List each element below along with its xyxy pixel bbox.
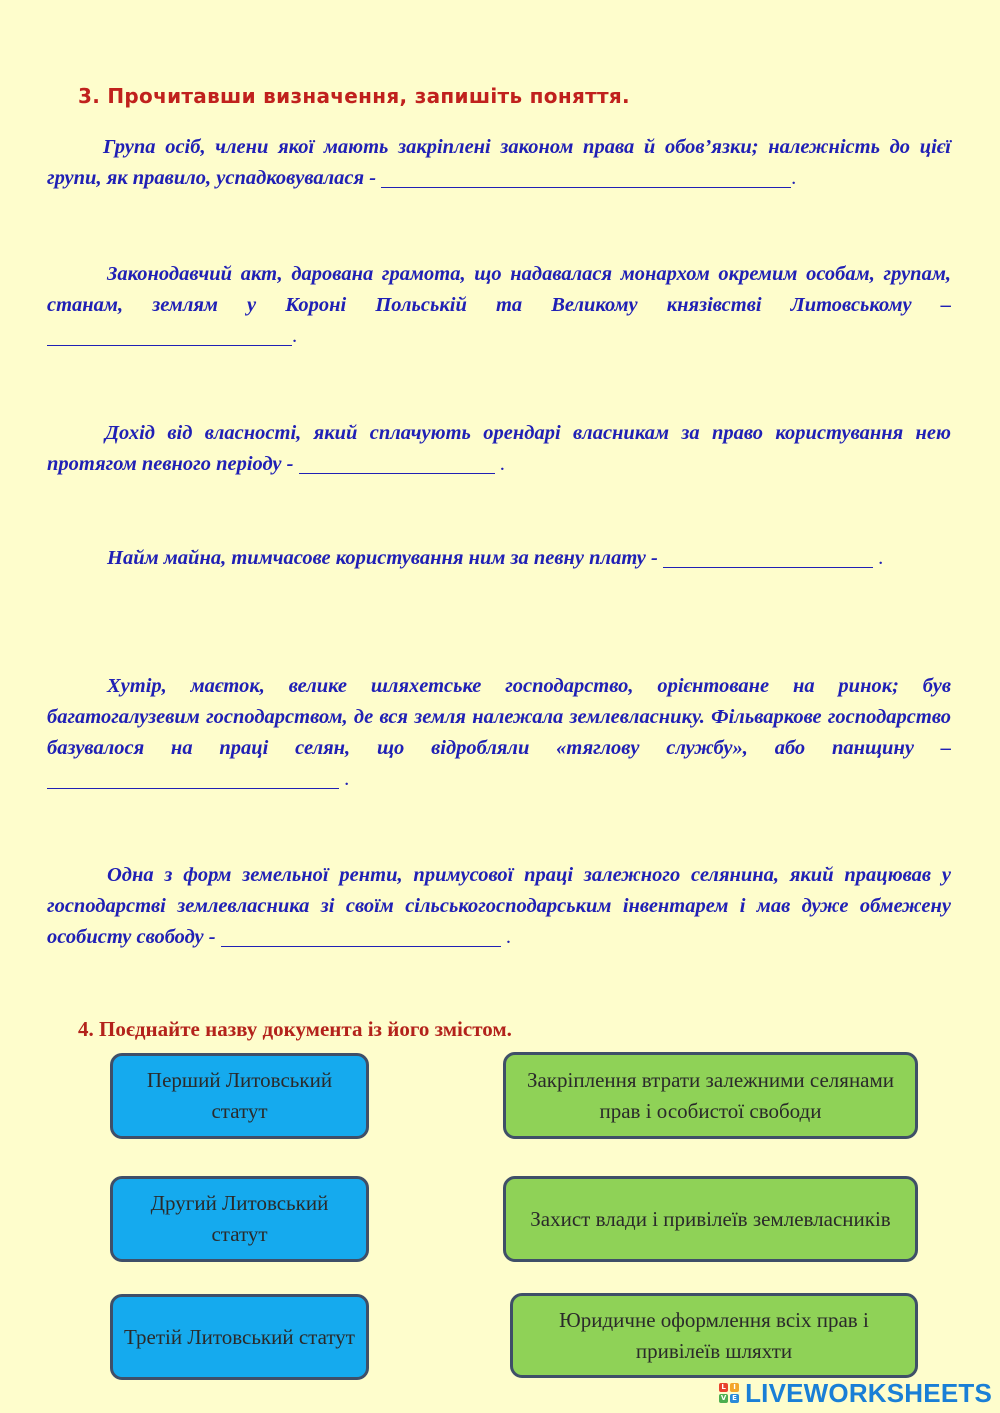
definition-text: Хутір, маєток, велике шляхетське господарство, орієнтоване на ринок; був багатогалузевим господарством, де вся земля належала землевласнику. Фільваркове господарство базувалося на праці селян, що відробляли «тяглову службу», або панщину – xyxy=(47,675,951,759)
definition-4 xyxy=(47,543,951,574)
match-left-label: Перший Литовський статут xyxy=(146,1068,333,1123)
logo-mark-icon: L I V E xyxy=(719,1383,739,1403)
answer-blank[interactable] xyxy=(47,323,292,346)
match-left-2[interactable] xyxy=(110,1176,369,1262)
definition-text: Дохід від власності, який сплачують орендарі власникам за право користування нею протягом певного періоду - xyxy=(47,422,951,475)
definition-text: Найм майна, тимчасове користування ним за певну плату - xyxy=(107,547,658,569)
definition-text: Одна з форм земельної ренти, примусової праці залежного селянина, який працював у господарстві землевласника зі своїм сільськогосподарським інвентарем і мав дуже обмежену особисту свободу - xyxy=(47,864,951,948)
definition-text: Законодавчий акт, дарована грамота, що надавалася монархом окремим особам, групам, станам, землям у Короні Польській та Великому князівстві Литовському – xyxy=(47,263,951,316)
definition-2 xyxy=(47,259,951,352)
match-left-1[interactable] xyxy=(110,1053,369,1139)
definition-tail: . xyxy=(292,325,298,347)
answer-blank[interactable] xyxy=(47,766,339,789)
match-right-2[interactable] xyxy=(503,1176,918,1262)
liveworksheets-logo xyxy=(719,1378,992,1408)
definition-5 xyxy=(47,671,951,795)
definition-text: Група осіб, члени якої мають закріплені законом права й обов’язки; належність до цієї групи, як правило, успадковувалася - xyxy=(47,136,951,189)
definition-tail: . xyxy=(494,453,505,475)
match-right-label: Закріплення втрати залежними селянами прав і особистої свободи xyxy=(526,1067,895,1123)
match-right-label: Юридичне оформлення всіх прав і привілеїв шляхти xyxy=(559,1307,869,1363)
answer-blank[interactable] xyxy=(221,924,501,947)
definition-6 xyxy=(47,860,951,953)
answer-blank[interactable] xyxy=(663,545,873,568)
definition-tail: . xyxy=(791,167,797,189)
logo-text: LIVEWORKSHEETS xyxy=(745,1377,992,1408)
definition-3 xyxy=(47,418,951,480)
answer-blank[interactable] xyxy=(381,165,791,188)
match-right-1[interactable] xyxy=(503,1052,918,1139)
task-3-title: 3. Прочитавши визначення, запишіть поняття. xyxy=(78,84,630,108)
answer-blank[interactable] xyxy=(299,451,495,474)
match-left-label: Другий Литовський статут xyxy=(150,1191,329,1246)
task-4-title: 4. Поєднайте назву документа із його змістом. xyxy=(78,1017,512,1041)
match-right-3[interactable] xyxy=(510,1293,918,1378)
match-left-label: Третій Литовський статут xyxy=(124,1324,355,1349)
match-right-label: Захист влади і привілеїв землевласників xyxy=(530,1206,891,1231)
definition-1 xyxy=(47,132,951,194)
definition-tail: . xyxy=(500,926,511,948)
definition-tail: . xyxy=(339,768,350,790)
match-left-3[interactable] xyxy=(110,1294,369,1380)
definition-tail: . xyxy=(872,547,884,569)
